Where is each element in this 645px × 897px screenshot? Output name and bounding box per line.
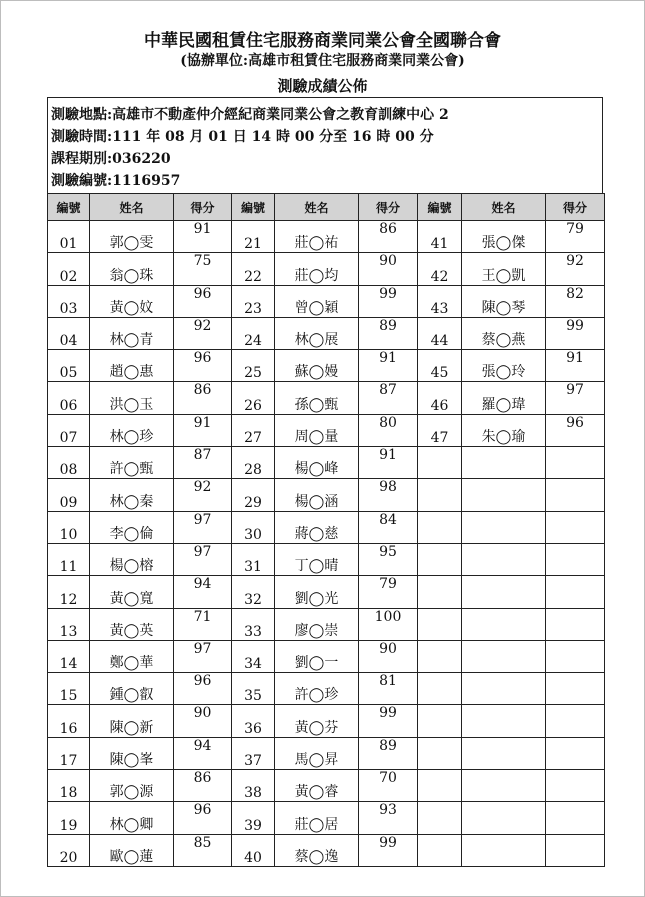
record-name: 陳◯琴 xyxy=(462,285,546,317)
record-number: 19 xyxy=(48,802,90,834)
page-heading: 測驗成績公佈 xyxy=(277,77,368,95)
table-row xyxy=(48,770,605,802)
record-score: 82 xyxy=(546,285,605,317)
record-number: 41 xyxy=(418,221,462,253)
record-score: 99 xyxy=(359,834,418,866)
header-score: 得分 xyxy=(174,194,232,221)
record-number: 20 xyxy=(48,834,90,866)
record-score: 90 xyxy=(174,705,232,737)
record-number: 21 xyxy=(232,221,275,253)
record-name: 蘇◯嫚 xyxy=(275,350,359,382)
record-name: 鄭◯華 xyxy=(90,640,174,672)
record-number: 12 xyxy=(48,576,90,608)
record-name: 趙◯惠 xyxy=(90,350,174,382)
record-number: 13 xyxy=(48,608,90,640)
record-name: 黃◯睿 xyxy=(275,770,359,802)
record-name: 王◯凱 xyxy=(462,253,546,285)
record-number: 36 xyxy=(232,705,275,737)
record-score: 96 xyxy=(546,414,605,446)
empty-cell xyxy=(546,543,605,575)
record-score: 90 xyxy=(359,640,418,672)
record-score: 86 xyxy=(174,770,232,802)
record-score: 85 xyxy=(174,834,232,866)
record-name: 孫◯甄 xyxy=(275,382,359,414)
record-number: 08 xyxy=(48,447,90,479)
record-score: 99 xyxy=(546,317,605,349)
record-name: 歐◯蓮 xyxy=(90,834,174,866)
record-number: 45 xyxy=(418,350,462,382)
empty-cell xyxy=(546,705,605,737)
record-number: 32 xyxy=(232,576,275,608)
record-number: 18 xyxy=(48,770,90,802)
record-name: 黃◯英 xyxy=(90,608,174,640)
record-number: 17 xyxy=(48,737,90,769)
record-name: 楊◯榕 xyxy=(90,543,174,575)
record-name: 莊◯祐 xyxy=(275,221,359,253)
record-number: 06 xyxy=(48,382,90,414)
record-score: 87 xyxy=(359,382,418,414)
record-score: 70 xyxy=(359,770,418,802)
table-row xyxy=(48,576,605,608)
record-name: 陳◯峯 xyxy=(90,737,174,769)
record-score: 95 xyxy=(359,543,418,575)
empty-cell xyxy=(418,447,462,479)
header xyxy=(0,30,645,98)
record-score: 81 xyxy=(359,673,418,705)
record-name: 周◯量 xyxy=(275,414,359,446)
record-number: 07 xyxy=(48,414,90,446)
record-name: 林◯秦 xyxy=(90,479,174,511)
page-title: 中華民國租賃住宅服務商業同業公會全國聯合會 xyxy=(144,31,501,51)
header-score: 得分 xyxy=(359,194,418,221)
empty-cell xyxy=(418,770,462,802)
table-row xyxy=(48,608,605,640)
record-name: 翁◯珠 xyxy=(90,253,174,285)
empty-cell xyxy=(546,834,605,866)
empty-cell xyxy=(462,640,546,672)
header-no: 編號 xyxy=(418,194,462,221)
record-number: 03 xyxy=(48,285,90,317)
empty-cell xyxy=(546,608,605,640)
empty-cell xyxy=(418,640,462,672)
record-name: 林◯珍 xyxy=(90,414,174,446)
record-score: 97 xyxy=(174,511,232,543)
empty-cell xyxy=(462,770,546,802)
table-row xyxy=(48,511,605,543)
record-score: 79 xyxy=(359,576,418,608)
record-number: 44 xyxy=(418,317,462,349)
empty-cell xyxy=(546,479,605,511)
table-row xyxy=(48,285,605,317)
record-score: 94 xyxy=(174,576,232,608)
record-score: 89 xyxy=(359,317,418,349)
record-name: 劉◯一 xyxy=(275,640,359,672)
record-name: 廖◯崇 xyxy=(275,608,359,640)
empty-cell xyxy=(546,511,605,543)
record-number: 39 xyxy=(232,802,275,834)
header-score: 得分 xyxy=(546,194,605,221)
record-number: 38 xyxy=(232,770,275,802)
record-name: 羅◯瑋 xyxy=(462,382,546,414)
empty-cell xyxy=(418,802,462,834)
record-score: 92 xyxy=(546,253,605,285)
table-row xyxy=(48,640,605,672)
record-name: 張◯傑 xyxy=(462,221,546,253)
record-name: 丁◯晴 xyxy=(275,543,359,575)
empty-cell xyxy=(462,543,546,575)
record-score: 79 xyxy=(546,221,605,253)
header-no: 編號 xyxy=(232,194,275,221)
record-number: 25 xyxy=(232,350,275,382)
table-row xyxy=(48,414,605,446)
record-score: 99 xyxy=(359,705,418,737)
record-name: 洪◯玉 xyxy=(90,382,174,414)
table-row xyxy=(48,350,605,382)
record-score: 96 xyxy=(174,802,232,834)
empty-cell xyxy=(418,576,462,608)
record-number: 33 xyxy=(232,608,275,640)
record-score: 80 xyxy=(359,414,418,446)
record-name: 楊◯峰 xyxy=(275,447,359,479)
record-name: 曾◯穎 xyxy=(275,285,359,317)
table-row xyxy=(48,221,605,253)
record-number: 27 xyxy=(232,414,275,446)
table-row xyxy=(48,543,605,575)
page-subtitle: (協辦單位:高雄市租賃住宅服務商業同業公會) xyxy=(180,53,465,69)
record-number: 22 xyxy=(232,253,275,285)
record-number: 34 xyxy=(232,640,275,672)
record-name: 許◯甄 xyxy=(90,447,174,479)
record-number: 42 xyxy=(418,253,462,285)
table-row xyxy=(48,447,605,479)
record-name: 莊◯均 xyxy=(275,253,359,285)
record-score: 90 xyxy=(359,253,418,285)
empty-cell xyxy=(546,770,605,802)
record-number: 28 xyxy=(232,447,275,479)
empty-cell xyxy=(462,447,546,479)
header-name: 姓名 xyxy=(90,194,174,221)
record-name: 蔡◯燕 xyxy=(462,317,546,349)
record-score: 96 xyxy=(174,350,232,382)
table-row xyxy=(48,382,605,414)
record-score: 91 xyxy=(174,414,232,446)
empty-cell xyxy=(418,479,462,511)
record-name: 黃◯芬 xyxy=(275,705,359,737)
record-number: 29 xyxy=(232,479,275,511)
empty-cell xyxy=(546,576,605,608)
course-period: 課程期別:036220 xyxy=(51,151,171,167)
table-row xyxy=(48,705,605,737)
record-score: 89 xyxy=(359,737,418,769)
table-row xyxy=(48,317,605,349)
table-row xyxy=(48,673,605,705)
empty-cell xyxy=(418,705,462,737)
empty-cell xyxy=(418,608,462,640)
score-table-body xyxy=(48,221,605,867)
record-number: 43 xyxy=(418,285,462,317)
record-score: 91 xyxy=(546,350,605,382)
record-score: 87 xyxy=(174,447,232,479)
record-name: 許◯珍 xyxy=(275,673,359,705)
record-number: 16 xyxy=(48,705,90,737)
record-name: 郭◯源 xyxy=(90,770,174,802)
record-name: 郭◯雯 xyxy=(90,221,174,253)
record-name: 朱◯瑜 xyxy=(462,414,546,446)
record-score: 86 xyxy=(359,221,418,253)
empty-cell xyxy=(418,834,462,866)
record-score: 91 xyxy=(359,350,418,382)
record-number: 15 xyxy=(48,673,90,705)
record-score: 100 xyxy=(359,608,418,640)
empty-cell xyxy=(418,511,462,543)
record-name: 鍾◯叡 xyxy=(90,673,174,705)
record-score: 99 xyxy=(359,285,418,317)
record-name: 黃◯妏 xyxy=(90,285,174,317)
record-score: 86 xyxy=(174,382,232,414)
record-name: 林◯青 xyxy=(90,317,174,349)
table-row xyxy=(48,253,605,285)
record-name: 蔡◯逸 xyxy=(275,834,359,866)
record-number: 01 xyxy=(48,221,90,253)
record-score: 92 xyxy=(174,479,232,511)
record-number: 23 xyxy=(232,285,275,317)
empty-cell xyxy=(546,802,605,834)
empty-cell xyxy=(546,640,605,672)
record-number: 14 xyxy=(48,640,90,672)
exam-info-box xyxy=(47,97,603,194)
table-row xyxy=(48,737,605,769)
empty-cell xyxy=(462,802,546,834)
record-number: 05 xyxy=(48,350,90,382)
record-score: 97 xyxy=(174,543,232,575)
record-name: 楊◯涵 xyxy=(275,479,359,511)
record-number: 26 xyxy=(232,382,275,414)
record-name: 馬◯昇 xyxy=(275,737,359,769)
record-number: 46 xyxy=(418,382,462,414)
table-row xyxy=(48,802,605,834)
record-number: 09 xyxy=(48,479,90,511)
record-name: 李◯倫 xyxy=(90,511,174,543)
record-number: 04 xyxy=(48,317,90,349)
record-name: 陳◯新 xyxy=(90,705,174,737)
empty-cell xyxy=(546,673,605,705)
record-score: 93 xyxy=(359,802,418,834)
record-name: 林◯展 xyxy=(275,317,359,349)
exam-location: 測驗地點:高雄市不動產仲介經紀商業同業公會之教育訓練中心 2 xyxy=(51,107,449,123)
record-name: 莊◯居 xyxy=(275,802,359,834)
record-number: 30 xyxy=(232,511,275,543)
record-name: 張◯玲 xyxy=(462,350,546,382)
record-score: 92 xyxy=(174,317,232,349)
table-header-row xyxy=(48,194,605,221)
table-row xyxy=(48,834,605,866)
record-score: 96 xyxy=(174,673,232,705)
empty-cell xyxy=(462,737,546,769)
record-name: 黃◯寬 xyxy=(90,576,174,608)
empty-cell xyxy=(462,479,546,511)
record-number: 11 xyxy=(48,543,90,575)
table-row xyxy=(48,479,605,511)
record-number: 35 xyxy=(232,673,275,705)
score-table xyxy=(47,193,605,867)
record-number: 10 xyxy=(48,511,90,543)
header-name: 姓名 xyxy=(462,194,546,221)
header-name: 姓名 xyxy=(275,194,359,221)
record-score: 97 xyxy=(174,640,232,672)
record-number: 47 xyxy=(418,414,462,446)
empty-cell xyxy=(462,705,546,737)
empty-cell xyxy=(462,608,546,640)
record-name: 蔣◯慈 xyxy=(275,511,359,543)
record-score: 84 xyxy=(359,511,418,543)
header-no: 編號 xyxy=(48,194,90,221)
record-score: 97 xyxy=(546,382,605,414)
empty-cell xyxy=(462,576,546,608)
empty-cell xyxy=(462,834,546,866)
record-name: 林◯卿 xyxy=(90,802,174,834)
empty-cell xyxy=(546,737,605,769)
empty-cell xyxy=(418,673,462,705)
record-score: 94 xyxy=(174,737,232,769)
record-number: 37 xyxy=(232,737,275,769)
exam-time: 測驗時間:111 年 08 月 01 日 14 時 00 分至 16 時 00 分 xyxy=(51,129,434,145)
empty-cell xyxy=(462,511,546,543)
record-score: 71 xyxy=(174,608,232,640)
exam-number: 測驗編號:1116957 xyxy=(51,173,181,189)
record-number: 40 xyxy=(232,834,275,866)
record-score: 75 xyxy=(174,253,232,285)
empty-cell xyxy=(418,737,462,769)
record-number: 31 xyxy=(232,543,275,575)
record-score: 96 xyxy=(174,285,232,317)
empty-cell xyxy=(462,673,546,705)
record-number: 24 xyxy=(232,317,275,349)
empty-cell xyxy=(418,543,462,575)
record-score: 91 xyxy=(174,221,232,253)
record-name: 劉◯光 xyxy=(275,576,359,608)
empty-cell xyxy=(546,447,605,479)
record-score: 98 xyxy=(359,479,418,511)
record-number: 02 xyxy=(48,253,90,285)
record-score: 91 xyxy=(359,447,418,479)
